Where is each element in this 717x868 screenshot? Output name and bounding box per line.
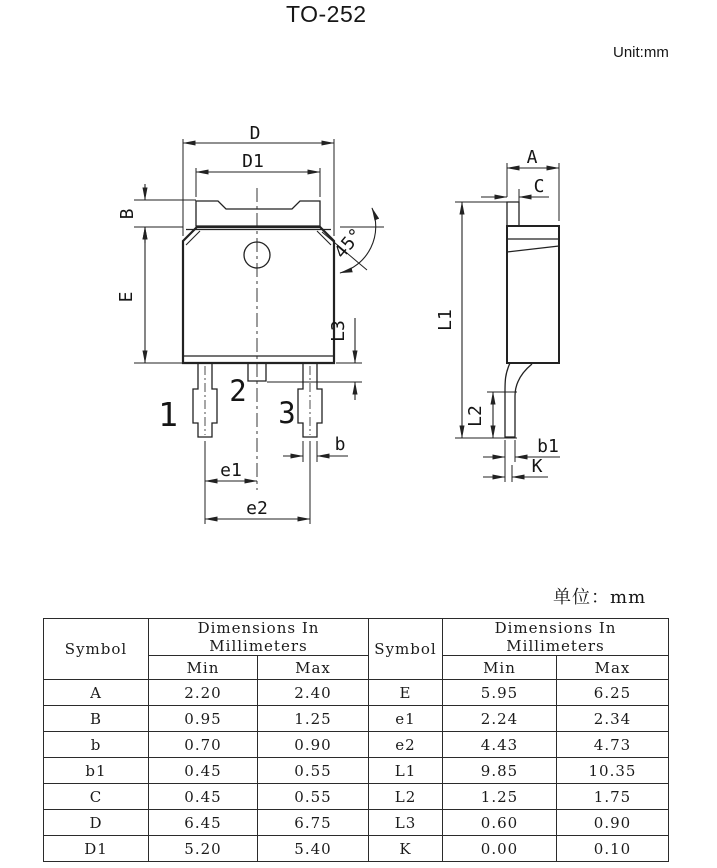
max-cell: 4.73 — [557, 732, 669, 758]
col-header-dims-left: Dimensions In Millimeters — [149, 619, 369, 656]
dim-L3-label: L3 — [328, 320, 349, 342]
table-row — [44, 680, 669, 706]
max-cell: 5.40 — [258, 836, 369, 862]
side-view — [455, 163, 560, 482]
max-cell: 2.40 — [258, 680, 369, 706]
dim-e1-label: e1 — [220, 460, 242, 481]
max-cell: 6.75 — [258, 810, 369, 836]
min-cell: 0.00 — [443, 836, 557, 862]
dim-angle-label: 45° — [330, 224, 368, 263]
symbol-cell: C — [44, 784, 149, 810]
symbol-cell: b1 — [44, 758, 149, 784]
max-cell: 1.75 — [557, 784, 669, 810]
side-lead-outline — [505, 363, 532, 437]
symbol-cell: L2 — [369, 784, 443, 810]
min-cell: 0.45 — [149, 784, 258, 810]
col-header-max-left: Max — [258, 656, 369, 680]
min-cell: 0.70 — [149, 732, 258, 758]
dim-D1-label: D1 — [242, 151, 264, 172]
max-cell: 0.90 — [258, 732, 369, 758]
min-cell: 5.20 — [149, 836, 258, 862]
table-row — [44, 706, 669, 732]
dim-A-label: A — [526, 147, 538, 168]
pin1-label: 1 — [158, 395, 178, 434]
side-tab-outline — [507, 202, 519, 226]
symbol-cell: E — [369, 680, 443, 706]
min-cell: 0.95 — [149, 706, 258, 732]
unit-note-chinese: 单位：mm — [553, 587, 647, 608]
min-cell: 0.60 — [443, 810, 557, 836]
dim-e2-label: e2 — [246, 498, 268, 519]
table-row — [44, 758, 669, 784]
col-header-min-right: Min — [443, 656, 557, 680]
symbol-cell: e1 — [369, 706, 443, 732]
min-cell: 6.45 — [149, 810, 258, 836]
max-cell: 0.55 — [258, 758, 369, 784]
col-header-min-left: Min — [149, 656, 258, 680]
min-cell: 2.24 — [443, 706, 557, 732]
dim-B-label: B — [117, 208, 138, 220]
symbol-cell: L1 — [369, 758, 443, 784]
package-title: TO-252 — [286, 1, 367, 27]
max-cell: 1.25 — [258, 706, 369, 732]
table-row — [44, 836, 669, 862]
symbol-cell: b — [44, 732, 149, 758]
max-cell: 6.25 — [557, 680, 669, 706]
dim-D-label: D — [249, 123, 261, 144]
max-cell: 0.10 — [557, 836, 669, 862]
min-cell: 9.85 — [443, 758, 557, 784]
dim-K-label: K — [531, 456, 543, 477]
min-cell: 1.25 — [443, 784, 557, 810]
pin2-label: 2 — [229, 374, 247, 408]
symbol-cell: A — [44, 680, 149, 706]
min-cell: 2.20 — [149, 680, 258, 706]
max-cell: 0.55 — [258, 784, 369, 810]
pin3-label: 3 — [278, 396, 296, 430]
symbol-cell: L3 — [369, 810, 443, 836]
dim-C-label: C — [533, 176, 545, 197]
col-header-dims-right: Dimensions In Millimeters — [443, 619, 669, 656]
symbol-cell: B — [44, 706, 149, 732]
dimension-table — [43, 618, 669, 862]
min-cell: 4.43 — [443, 732, 557, 758]
max-cell: 10.35 — [557, 758, 669, 784]
dim-b1-label: b1 — [537, 436, 559, 457]
dim-E-label: E — [116, 291, 137, 303]
tab-outline — [196, 201, 320, 226]
symbol-cell: D — [44, 810, 149, 836]
symbol-cell: D1 — [44, 836, 149, 862]
body-outline — [183, 227, 334, 363]
min-cell: 0.45 — [149, 758, 258, 784]
symbol-cell: e2 — [369, 732, 443, 758]
col-header-symbol-right: Symbol — [369, 619, 443, 680]
table-row — [44, 784, 669, 810]
col-header-max-right: Max — [557, 656, 669, 680]
chamfer-inner-left — [186, 231, 200, 245]
dim-L2-label: L2 — [465, 405, 486, 427]
dim-L1-label: L1 — [435, 309, 456, 331]
table-row — [44, 732, 669, 758]
col-header-symbol-left: Symbol — [44, 619, 149, 680]
package-outline-drawing — [0, 70, 717, 580]
unit-note: Unit:mm — [613, 44, 669, 61]
symbol-cell: K — [369, 836, 443, 862]
max-cell: 2.34 — [557, 706, 669, 732]
dim-b-label: b — [334, 434, 346, 455]
side-mold-diagonal — [507, 246, 559, 252]
max-cell: 0.90 — [557, 810, 669, 836]
min-cell: 5.95 — [443, 680, 557, 706]
table-row — [44, 810, 669, 836]
